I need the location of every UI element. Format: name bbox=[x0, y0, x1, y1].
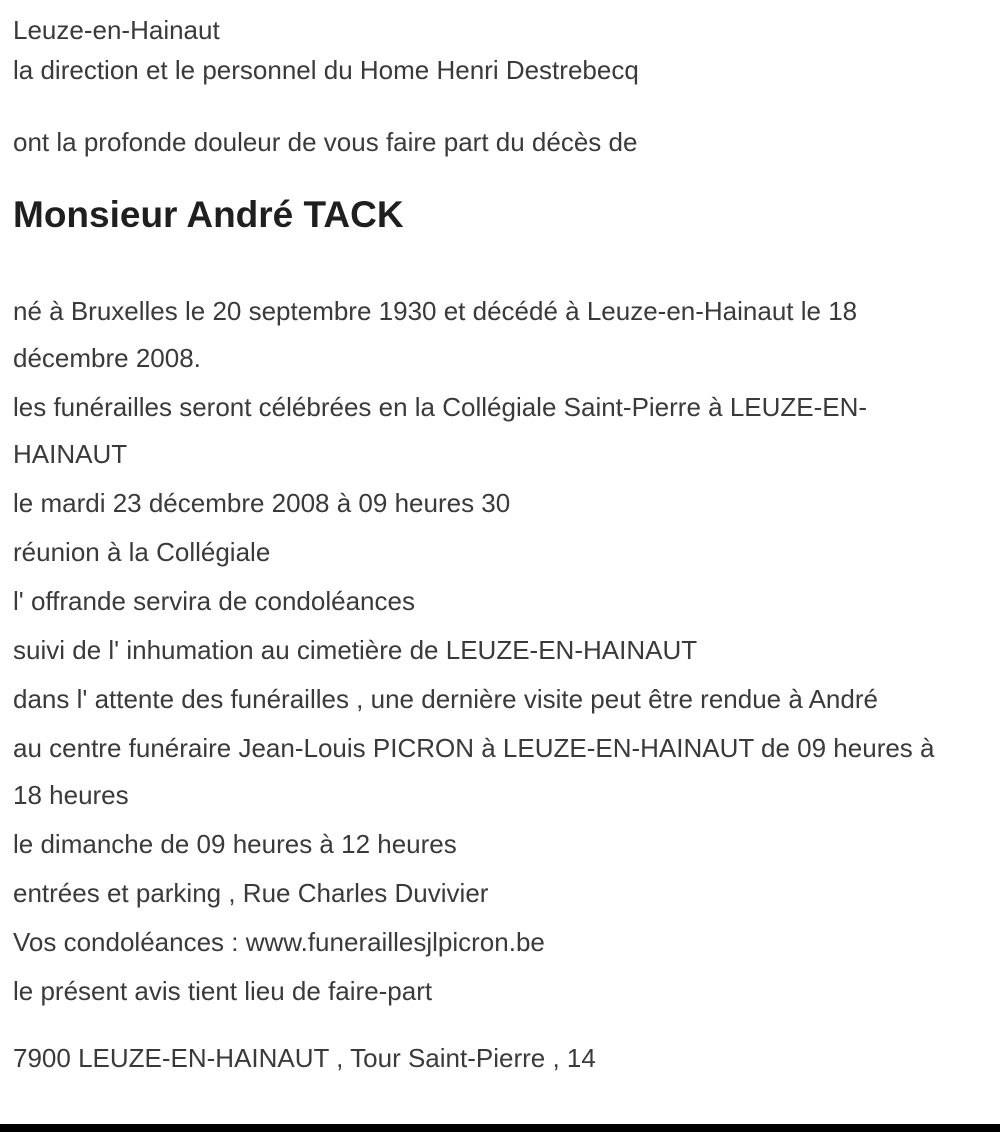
paragraph-offering: l' offrande servira de condoléances bbox=[13, 586, 415, 616]
paragraph-burial: suivi de l' inhumation au cimetière de LEUZE-EN-HAINAUT bbox=[13, 635, 698, 665]
paragraph-funeral-datetime: le mardi 23 décembre 2008 à 09 heures 30 bbox=[13, 488, 511, 518]
bottom-bar bbox=[0, 1124, 1000, 1132]
paragraph-condolences-url: Vos condoléances : www.funeraillesjlpicron.be bbox=[13, 927, 545, 957]
paragraph-birth-death: né à Bruxelles le 20 septembre 1930 et décédé à Leuze-en-Hainaut le 18 décembre 2008. bbox=[13, 296, 858, 373]
paragraph-funeral-location: les funérailles seront célébrées en la Collégiale Saint-Pierre à LEUZE-EN-HAINAUT bbox=[13, 392, 868, 469]
notice-content bbox=[13, 10, 964, 1082]
paragraph-notice-statement: le présent avis tient lieu de faire-part bbox=[13, 976, 433, 1006]
notice-intro: ont la profonde douleur de vous faire part du décès de bbox=[13, 127, 638, 157]
notice-place: Leuze-en-Hainaut bbox=[13, 15, 220, 45]
deceased-name-title: Monsieur André TACK bbox=[13, 194, 404, 235]
notice-address: 7900 LEUZE-EN-HAINAUT , Tour Saint-Pierre , 14 bbox=[13, 1043, 596, 1073]
notice-announcer: la direction et le personnel du Home Henri Destrebecq bbox=[13, 55, 639, 85]
paragraph-parking: entrées et parking , Rue Charles Duvivier bbox=[13, 878, 489, 908]
paragraph-funeral-home: au centre funéraire Jean-Louis PICRON à LEUZE-EN-HAINAUT de 09 heures à 18 heures bbox=[13, 733, 935, 810]
paragraph-meeting-point: réunion à la Collégiale bbox=[13, 537, 271, 567]
notice-body bbox=[13, 288, 964, 1015]
paragraph-sunday-hours: le dimanche de 09 heures à 12 heures bbox=[13, 829, 457, 859]
paragraph-last-visit: dans l' attente des funérailles , une dernière visite peut être rendue à André bbox=[13, 684, 878, 714]
